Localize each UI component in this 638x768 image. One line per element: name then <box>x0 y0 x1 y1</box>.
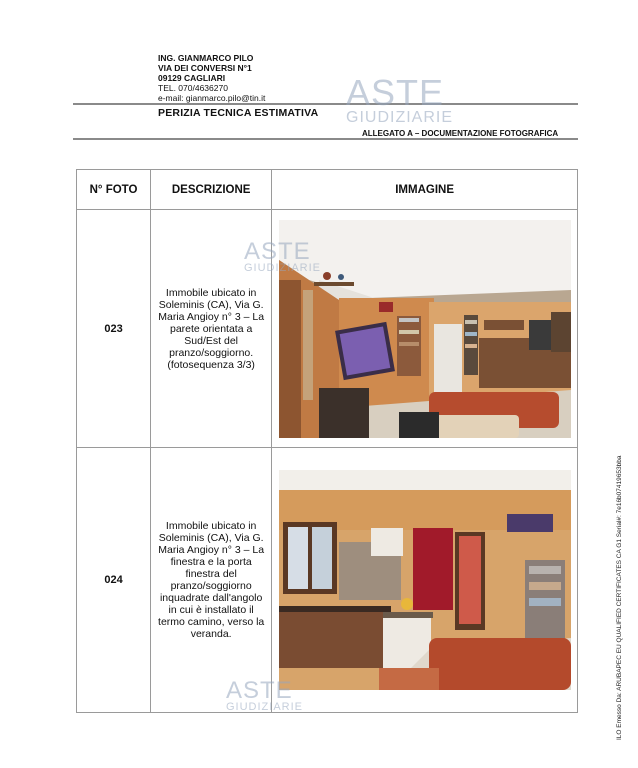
watermark-footer <box>226 677 304 713</box>
photo-description: Immobile ubicato in Soleminis (CA), Via G. Maria Angioy n° 3 – La parete orientata a Sud/Est del pranzo/soggiorno. (fotosequenza 3/3) <box>151 210 272 448</box>
photo-number: 024 <box>77 448 151 713</box>
author-email: e-mail: gianmarco.pilo@tin.it <box>158 93 266 103</box>
header-rule-top <box>73 103 578 105</box>
watermark-row1 <box>244 238 322 274</box>
watermark-header <box>346 72 454 126</box>
author-name: ING. GIANMARCO PILO <box>158 53 254 63</box>
certificate-text: ILO Emesso Da: ARUBAPEC EU QUALIFIED CERTIFICATES CA G1 Serial#: 7e16b07419653bba <box>616 455 623 740</box>
watermark-line2: GIUDIZIARIE <box>244 262 322 274</box>
header-photo-number: N° FOTO <box>77 170 151 210</box>
watermark-line1: ASTE <box>346 72 445 113</box>
table-row <box>77 210 578 448</box>
letterhead <box>158 53 265 103</box>
photo-cell <box>272 448 578 713</box>
living-room-photo-024 <box>279 470 571 690</box>
table-row <box>77 448 578 713</box>
living-room-photo-023 <box>279 220 571 438</box>
table-header-row <box>77 170 578 210</box>
author-city: 09129 CAGLIARI <box>158 73 226 83</box>
watermark-line1: ASTE <box>244 238 311 265</box>
header-rule-bottom <box>73 138 578 140</box>
author-street: VIA DEI CONVERSI N°1 <box>158 63 252 73</box>
annex-title: ALLEGATO A – DOCUMENTAZIONE FOTOGRAFICA <box>362 129 559 138</box>
header-image: IMMAGINE <box>272 170 578 210</box>
watermark-line1: ASTE <box>226 677 293 704</box>
photo-table <box>76 169 578 713</box>
photo-number: 023 <box>77 210 151 448</box>
photo-description: Immobile ubicato in Soleminis (CA), Via G. Maria Angioy n° 3 – La finestra e la porta finestra del pranzo/soggiorno inquadrate dall'angolo in cui è installato il termo camino, verso la veranda. <box>151 448 272 713</box>
document-title: PERIZIA TECNICA ESTIMATIVA <box>158 107 319 119</box>
watermark-line2: GIUDIZIARIE <box>346 109 454 126</box>
signature-certificate-note <box>616 440 630 760</box>
author-phone: TEL. 070/4636270 <box>158 83 228 93</box>
header-description: DESCRIZIONE <box>151 170 272 210</box>
watermark-line2: GIUDIZIARIE <box>226 701 304 713</box>
